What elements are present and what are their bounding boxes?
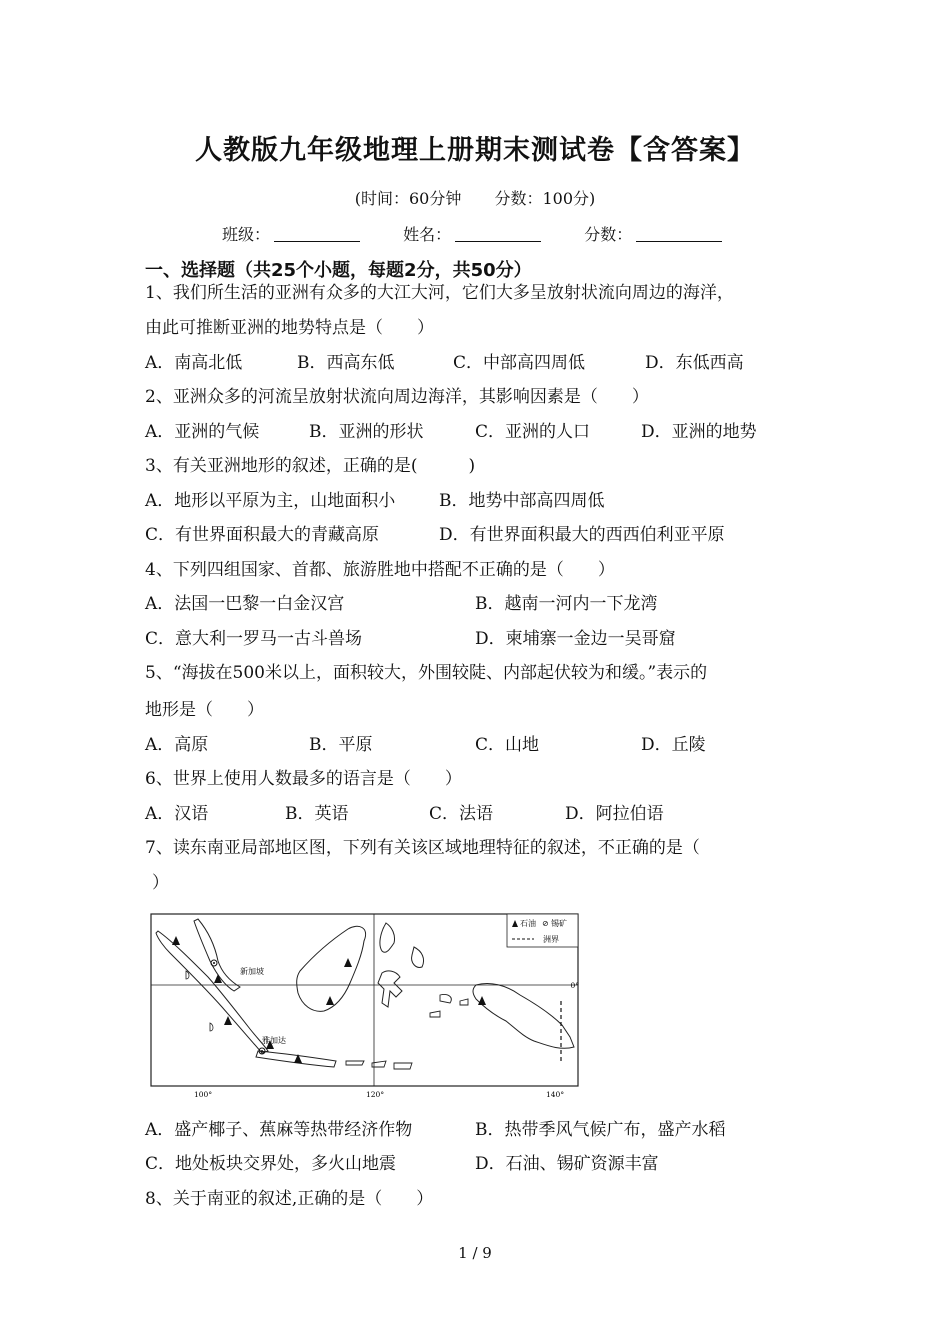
option: B．英语 [285, 804, 349, 824]
option: C．亚洲的人口 [475, 422, 591, 442]
option: C．有世界面积最大的青藏高原 [145, 525, 380, 545]
lon-140-label: 140° [546, 1090, 565, 1099]
option: A．地形以平原为主，山地面积小 [145, 491, 396, 511]
legend-boundary-label: 洲界 [543, 935, 559, 944]
question-8: 8、关于南亚的叙述,正确的是（ ） [145, 1189, 434, 1209]
exam-meta [0, 186, 950, 209]
question-1: 1、我们所生活的亚洲有众多的大江大河，它们大多呈放射状流向周边的海洋， [145, 283, 734, 303]
question-7-cont: ） [152, 873, 169, 893]
option: A．亚洲的气候 [145, 422, 260, 442]
option: A．汉语 [145, 804, 209, 824]
name-field: 姓名： [403, 222, 541, 245]
question-5: 5、“海拔在500米以上，面积较大，外围较陡、内部起伏较为和缓。”表示的 [145, 663, 708, 683]
option: B．热带季风气候广布，盛产水稻 [475, 1120, 726, 1140]
question-3: 3、有关亚洲地形的叙述，正确的是( ) [145, 456, 476, 476]
option: D．石油、锡矿资源丰富 [475, 1154, 659, 1174]
legend-oil-label: 石油 [520, 919, 536, 928]
option: A．高原 [145, 735, 209, 755]
jakarta-label: 雅加达 [262, 1036, 286, 1045]
question-4: 4、下列四组国家、首都、旅游胜地中搭配不正确的是（ ） [145, 560, 615, 580]
svg-text:⊘: ⊘ [542, 919, 549, 928]
question-1-cont: 由此可推断亚洲的地势特点是（ ） [145, 318, 434, 338]
class-field: 班级： [222, 222, 360, 245]
option: B．西高东低 [297, 353, 395, 373]
option: B．越南一河内一下龙湾 [475, 594, 658, 614]
student-fields [222, 222, 760, 245]
option: A．盛产椰子、蕉麻等热带经济作物 [145, 1120, 413, 1140]
option: D．亚洲的地势 [641, 422, 757, 442]
question-7: 7、读东南亚局部地区图，下列有关该区域地理特征的叙述，不正确的是（ [145, 838, 700, 858]
question-5-cont: 地形是（ ） [145, 700, 264, 720]
option: C．意大利一罗马一古斗兽场 [145, 629, 363, 649]
option: D．柬埔寨一金边一吴哥窟 [475, 629, 676, 649]
option: C．法语 [429, 804, 494, 824]
option: D．丘陵 [641, 735, 706, 755]
exam-score: 分数：100分) [494, 189, 596, 208]
option: C．中部高四周低 [453, 353, 586, 373]
option: D．东低西高 [645, 353, 744, 373]
option: A．法国一巴黎一白金汉宫 [145, 594, 345, 614]
exam-time: (时间：60分钟 [354, 189, 462, 208]
option: B．平原 [309, 735, 373, 755]
lat-0-label: 0° [570, 981, 579, 990]
lon-120-label: 120° [366, 1090, 385, 1099]
question-2: 2、亚洲众多的河流呈放射状流向周边海洋，其影响因素是（ ） [145, 387, 649, 407]
lon-100-label: 100° [194, 1090, 213, 1099]
page-title: 人教版九年级地理上册期末测试卷【含答案】 [195, 135, 755, 166]
option: A．南高北低 [145, 353, 243, 373]
option: B．地势中部高四周低 [439, 491, 605, 511]
singapore-label: 新加坡 [240, 967, 264, 976]
southeast-asia-map [150, 911, 580, 1101]
question-6: 6、世界上使用人数最多的语言是（ ） [145, 769, 462, 789]
option: D．有世界面积最大的西西伯利亚平原 [439, 525, 725, 545]
score-field: 分数： [584, 222, 722, 245]
option: B．亚洲的形状 [309, 422, 424, 442]
option: C．地处板块交界处，多火山地震 [145, 1154, 397, 1174]
option: C．山地 [475, 735, 540, 755]
page-number: 1 / 9 [458, 1244, 492, 1262]
option: D．阿拉伯语 [565, 804, 664, 824]
legend-tin-label: 锡矿 [551, 919, 567, 928]
section-heading: 一、选择题（共25个小题，每题2分，共50分） [145, 260, 532, 281]
